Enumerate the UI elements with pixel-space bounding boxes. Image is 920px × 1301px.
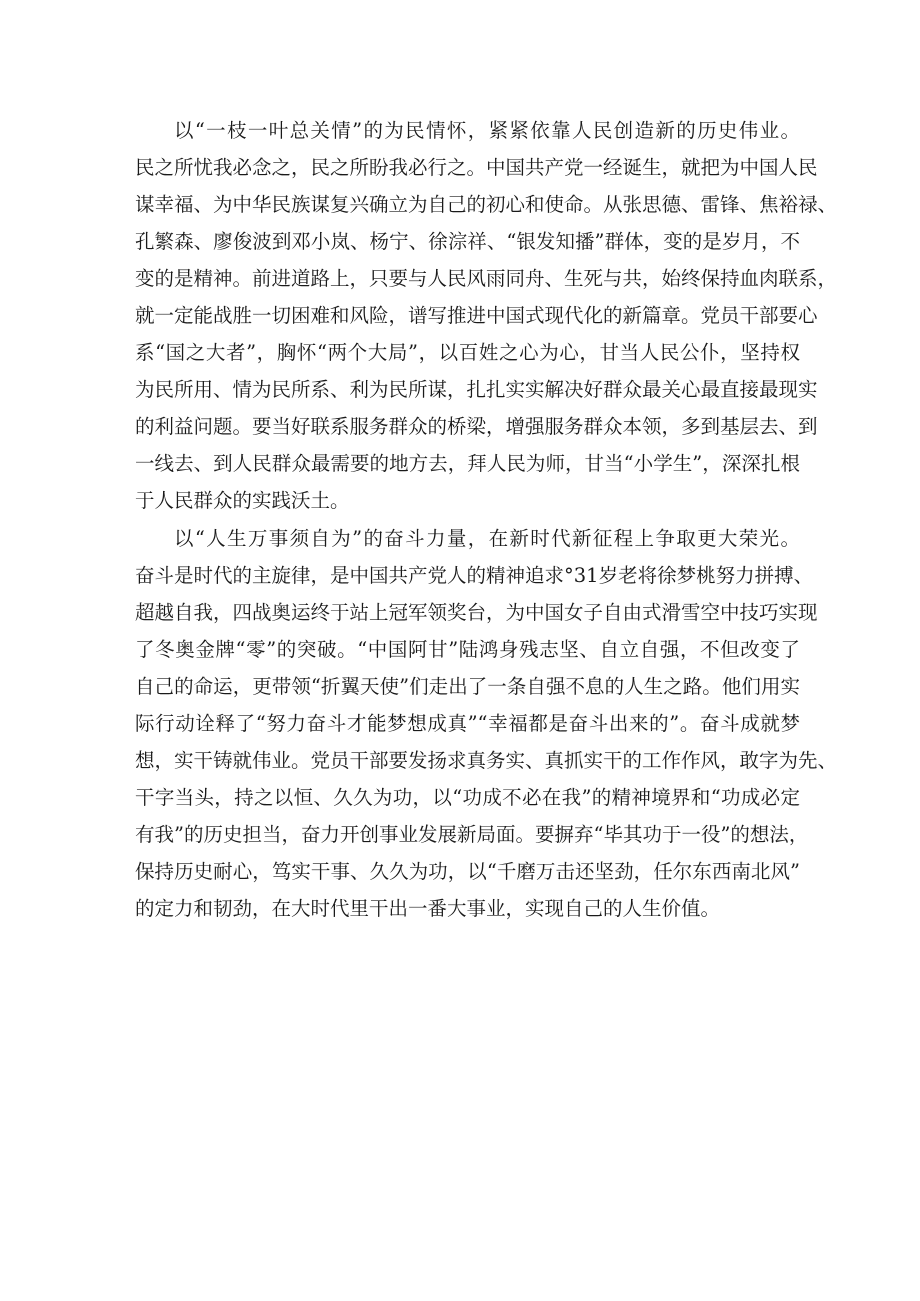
paragraph-line: 孔繁森、廖俊波到邓小岚、杨宁、徐淙祥、“银发知播”群体，变的是岁月，不 (135, 230, 800, 253)
paragraph-line: 有我”的历史担当，奋力开创事业发展新局面。要摒弃“毕其功于一役”的想法， (135, 823, 809, 846)
paragraph-line: 干字当头，持之以恒、久久为功，以“功成不必在我”的精神境界和“功成必定 (135, 786, 800, 809)
paragraph-line: 民之所忧我必念之，民之所盼我必行之。中国共产党一经诞生，就把为中国人民 (135, 156, 818, 179)
paragraph-line: 超越自我，四战奥运终于站上冠军领奖台，为中国女子自由式滑雪空中技巧实现 (135, 601, 818, 624)
paragraph-line: 想，实干铸就伟业。党员干部要发扬求真务实、真抓实干的工作作风，敢字为先、 (135, 749, 838, 772)
paragraph-line: 的利益问题。要当好联系服务群众的桥梁，增强服务群众本领，多到基层去、到 (135, 415, 818, 438)
paragraph-line: 以“一枝一叶总关情”的为民情怀，紧紧依靠人民创造新的历史伟业。 (174, 119, 800, 142)
paragraph-line: 自己的命运，更带领“折翼天使”们走出了一条自强不息的人生之路。他们用实 (135, 675, 800, 698)
paragraph-line: 以“人生万事须自为”的奋斗力量，在新时代新征程上争取更大荣光。 (174, 527, 800, 550)
paragraph-line: 谋幸福、为中华民族谋复兴确立为自己的初心和使命。从张思德、雷锋、焦裕禄、 (135, 193, 838, 216)
paragraph-line: 一线去、到人民群众最需要的地方去，拜人民为师，甘当“小学生”，深深扎根 (135, 452, 800, 475)
paragraph-line: 为民所用、情为民所系、利为民所谋，扎扎实实解决好群众最关心最直接最现实 (135, 378, 818, 401)
paragraph-line: 系“国之大者”，胸怀“两个大局”，以百姓之心为心，甘当人民公仆，坚持权 (135, 341, 800, 364)
paragraph-line: 就一定能战胜一切困难和风险，谱写推进中国式现代化的新篇章。党员干部要心 (135, 304, 818, 327)
paragraph-line: 的定力和韧劲，在大时代里干出一番大事业，实现自己的人生价值。 (135, 897, 721, 920)
paragraph-line: 际行动诠释了“努力奋斗才能梦想成真”“幸福都是奋斗出来的”。奋斗成就梦 (135, 712, 800, 735)
paragraph-2 (135, 520, 838, 927)
body-text (135, 112, 838, 927)
paragraph-line: 了冬奥金牌“零”的突破。“中国阿甘”陆鸿身残志坚、自立自强，不但改变了 (135, 638, 800, 661)
paragraph-line: 于人民群众的实践沃土。 (135, 489, 350, 512)
paragraph-line: 变的是精神。前进道路上，只要与人民风雨同舟、生死与共，始终保持血肉联系， (135, 267, 838, 290)
paragraph-1 (135, 112, 838, 519)
paragraph-line: 保持历史耐心，笃实干事、久久为功，以“千磨万击还坚劲，任尔东西南北风” (135, 860, 800, 883)
paragraph-line: 奋斗是时代的主旋律，是中国共产党人的精神追求°31岁老将徐梦桃努力拼搏、 (135, 564, 814, 587)
